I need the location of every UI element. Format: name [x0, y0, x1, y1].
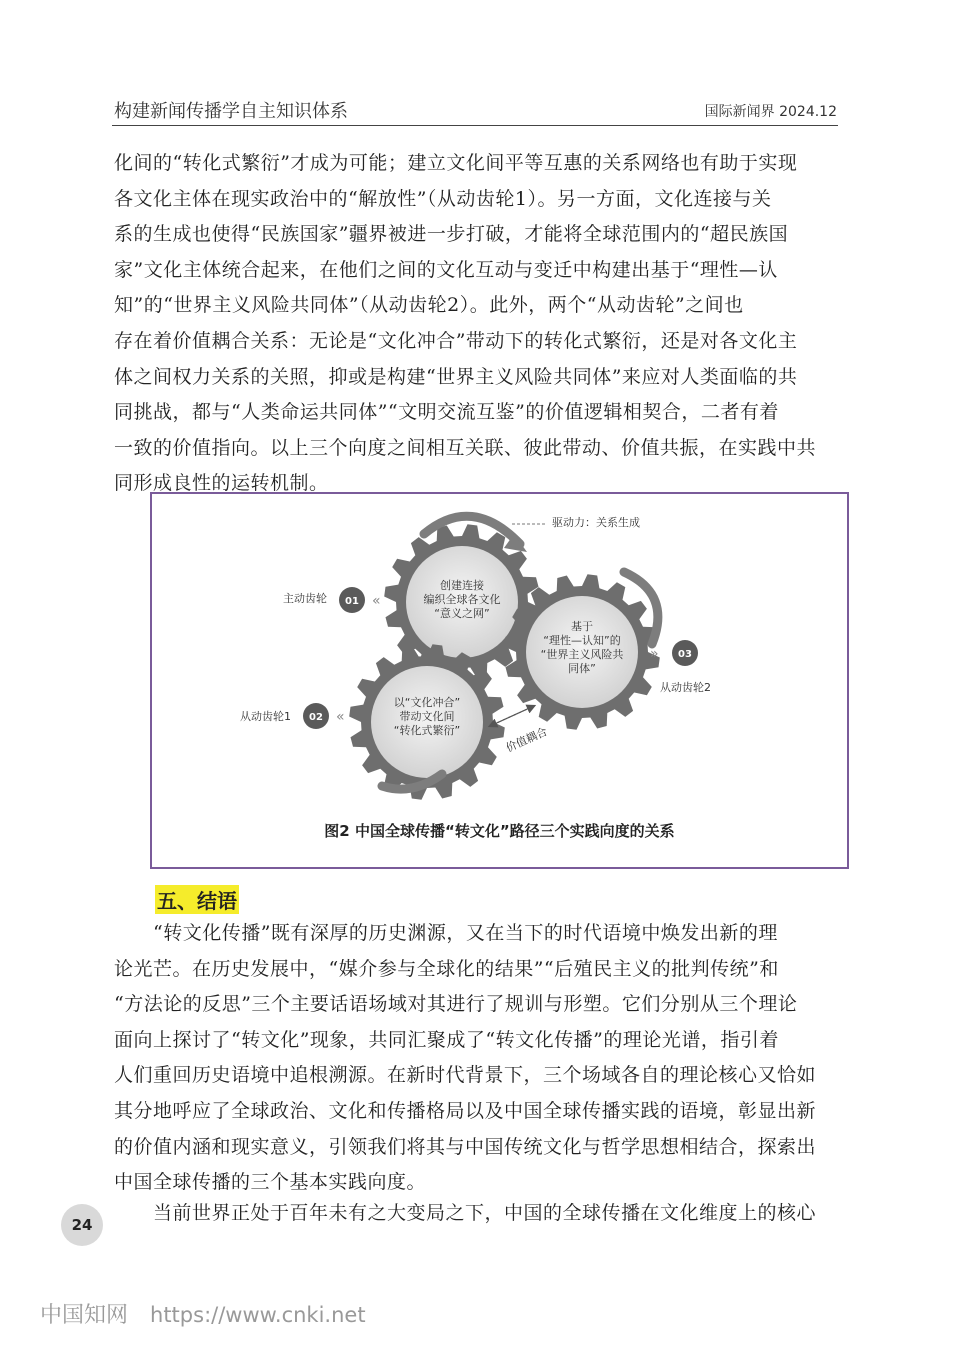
gear-diagram — [152, 494, 847, 867]
text-line: “方法论的反思”三个主要话语场域对其进行了规训与形塑。它们分别从三个理论 — [114, 993, 798, 1016]
text-line: 其分地呼应了全球政治、文化和传播格局以及中国全球传播实践的语境，彰显出新 — [114, 1099, 817, 1122]
gear3-text-line: “世界主义风险共 — [540, 648, 624, 661]
driven-gear-1-label: 从动齿轮1 — [240, 710, 291, 723]
body-paragraph-3 — [114, 1196, 840, 1232]
text-line: 体之间权力关系的关照，抑或是构建“世界主义风险共同体”来应对人类面临的共 — [114, 365, 798, 388]
value-coupling-label: 价值耦合 — [503, 724, 550, 755]
gear3-text-line: 同体” — [568, 662, 596, 675]
footer-watermark — [40, 1298, 366, 1329]
text-line: 一致的价值指向。以上三个向度之间相互关联、彼此带动、价值共振，在实践中共 — [114, 436, 817, 459]
text-line: 家”文化主体统合起来，在他们之间的文化互动与变迁中构建出基于“理性—认 — [114, 258, 778, 281]
section-heading: 五、结语 — [155, 885, 239, 914]
text-line: 当前世界正处于百年未有之大变局之下，中国的全球传播在文化维度上的核心 — [114, 1202, 817, 1224]
figure-caption: 图2 中国全球传播“转文化”路径三个实践向度的关系 — [324, 822, 675, 840]
text-line: 的价值内涵和现实意义，引领我们将其与中国传统文化与哲学思想相结合，探索出 — [114, 1135, 817, 1158]
gear2-number: 02 — [309, 712, 323, 723]
gear1-text-line: 创建连接 — [440, 579, 484, 592]
body-paragraph-1 — [114, 146, 840, 502]
text-line: 同挑战，都与“人类命运共同体”“文明交流互鉴”的价值逻辑相契合，二者有着 — [114, 401, 779, 424]
text-line: 中国全球传播的三个基本实践向度。 — [114, 1171, 427, 1194]
figure-2 — [150, 492, 849, 869]
text-line: 系的生成也使得“民族国家”疆界被进一步打破，才能将全球范围内的“超民族国 — [114, 223, 789, 246]
gear2-text-line: 以“文化冲合” — [393, 696, 461, 709]
running-header-title: 构建新闻传播学自主知识体系 — [114, 101, 348, 122]
footer-brand: 中国知网 — [40, 1303, 129, 1328]
gear2-text-line: 带动文化间 — [399, 710, 455, 723]
text-line: 论光芒。在历史发展中，“媒介参与全球化的结果”“后殖民主义的批判传统”和 — [114, 957, 779, 980]
driving-force-label: 驱动力：关系生成 — [552, 516, 640, 529]
running-header-journal: 国际新闻界 2024.12 — [704, 104, 837, 120]
page-number: 24 — [61, 1204, 103, 1246]
footer-url[interactable]: https://www.cnki.net — [150, 1303, 366, 1327]
gear1-text-line: 编织全球各文化 — [423, 593, 501, 606]
text-line: 各文化主体在现实政治中的“解放性”（从动齿轮1）。另一方面，文化连接与关 — [114, 187, 772, 210]
text-line: 人们重回历史语境中追根溯源。在新时代背景下，三个场域各自的理论核心又恰如 — [114, 1064, 817, 1087]
text-line: 面向上探讨了“转文化”现象，共同汇聚成了“转文化传播”的理论光谱，指引着 — [114, 1028, 779, 1051]
gear3-text-line: “理性—认知”的 — [543, 634, 621, 647]
text-line: “转文化传播”既有深厚的历史渊源，又在当下的时代语境中焕发出新的理 — [114, 922, 778, 944]
chevron-icon: « — [336, 709, 345, 725]
chevron-icon: « — [372, 593, 381, 609]
chevron-icon: » — [650, 646, 659, 662]
text-line: 同形成良性的运转机制。 — [114, 472, 329, 495]
main-gear-label: 主动齿轮 — [283, 592, 327, 605]
gear3-number: 03 — [678, 649, 692, 660]
gear2-text-line: “转化式繁衍” — [393, 724, 461, 737]
text-line: 化间的“转化式繁衍”才成为可能；建立文化间平等互惠的关系网络也有助于实现 — [114, 152, 798, 174]
body-paragraph-2 — [114, 916, 840, 1201]
gear1-text-line: “意义之网” — [434, 607, 490, 620]
header-rule — [112, 125, 838, 126]
driven-gear-2-label: 从动齿轮2 — [660, 681, 711, 694]
text-line: 知”的“世界主义风险共同体”（从动齿轮2）。此外，两个“从动齿轮”之间也 — [114, 294, 744, 317]
gear1-number: 01 — [345, 596, 359, 607]
gear3-text-line: 基于 — [571, 620, 593, 633]
text-line: 存在着价值耦合关系：无论是“文化冲合”带动下的转化式繁衍，还是对各文化主 — [114, 329, 798, 352]
